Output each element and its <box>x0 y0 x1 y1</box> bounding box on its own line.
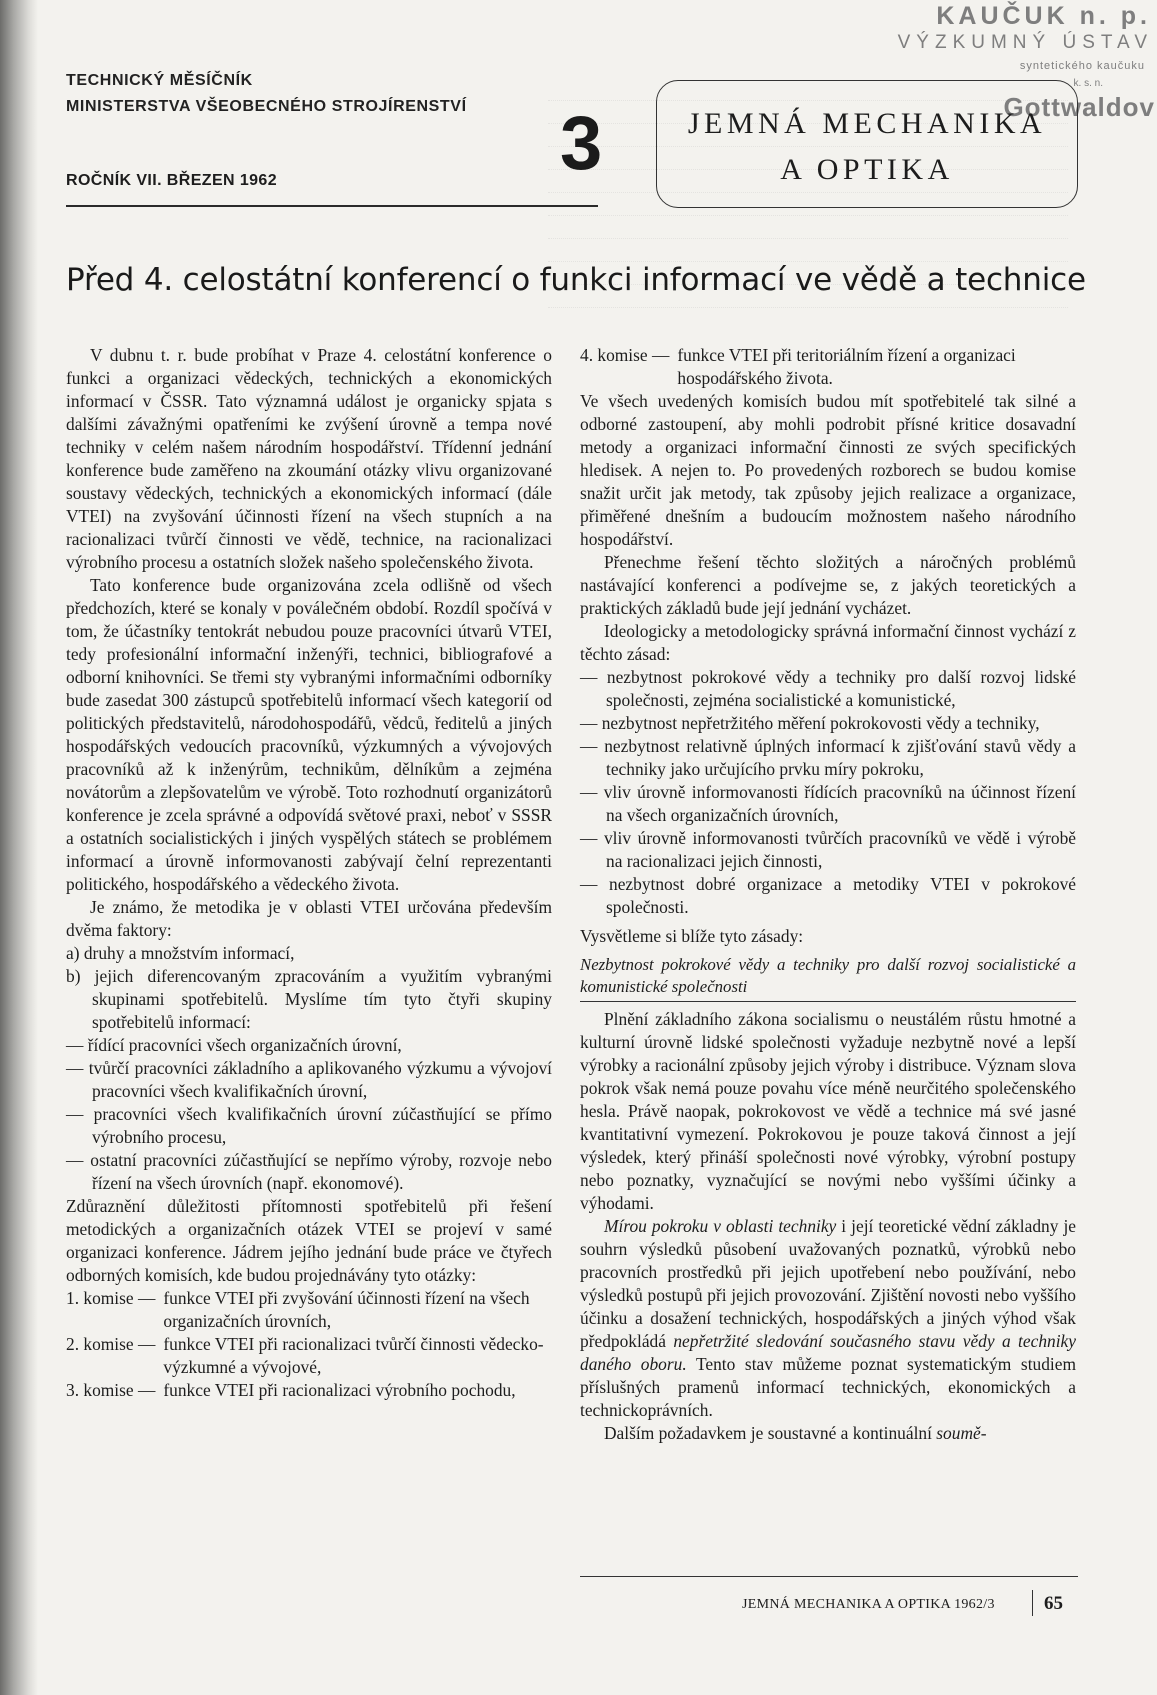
principle-item: — nezbytnost nepřetržitého měření pokrokovosti vědy a techniky, <box>580 713 1040 733</box>
commission-text: funkce VTEI při teritoriálním řízení a organizaci hospodářského života. <box>677 345 1016 388</box>
commission-item <box>66 1333 552 1379</box>
right-paragraph-6 <box>580 1215 1076 1422</box>
running-footer: JEMNÁ MECHANIKA A OPTIKA 1962/3 <box>742 1597 995 1612</box>
left-column <box>66 344 552 1402</box>
principle-item: — vliv úrovně informovanosti řídících pracovníků na účinnost řízení na všech organizačních úrovních, <box>580 782 1076 825</box>
right-paragraph-3: Ideologicky a metodologicky správná informační činnost vychází z těchto zásad: <box>580 621 1076 664</box>
emphasis-continuous-monitoring: nepřetržité sledování současného stavu vědy a techniky daného oboru. <box>580 1331 1076 1374</box>
principle-item: — nezbytnost dobré organizace a metodiky VTEI v pokrokové společnosti. <box>580 874 1076 917</box>
factor-b: b) jejich diferencovaným zpracováním a využitím vybranými skupinami spotřebitelů. Myslíme tím tyto čtyři skupiny spotřebitelů informací: <box>66 966 552 1032</box>
right-paragraph-5: Plnění základního zákona socialismu o neustálém růstu hmotné a kulturní úrovně lidské společnosti vyžaduje nezbytně nové a lepší výrobky a racionální způsoby jejich výroby i distribuce. Význam slova pokrok však nemá pouze povahu více méně neurčitého společenského hesla. Právě naopak, pokrokovost ve vědě a technice má své jasné kvantitativní vymezení. Pokrokovou je pouze taková činnost a její výsledek, který přináší společnosti nové výrobky, výrobní postupy nebo poznatky, vyznačující se novými nebo vyššími účinky a výhodami. <box>580 1009 1076 1213</box>
commission-text: funkce VTEI při racionalizaci tvůrčí činnosti vědecko-výzkumné a vývojové, <box>163 1334 544 1377</box>
paragraph-7-italic: soumě- <box>936 1423 987 1443</box>
stamp-line-3: syntetického kaučuku <box>1019 60 1145 72</box>
commission-item <box>66 1379 552 1402</box>
journal-title-box <box>656 80 1078 208</box>
footer-separator <box>1032 1590 1033 1616</box>
commission-label: 4. komise — <box>580 345 670 365</box>
stamp-line-4: k. s. n. <box>1073 78 1103 89</box>
right-paragraph-4: Vysvětleme si blíže tyto zásady: <box>580 926 804 946</box>
paragraph-7-start: Dalším požadavkem je soustavné a kontinuální <box>604 1423 937 1443</box>
journal-title-line-2: A OPTIKA <box>780 153 954 186</box>
left-paragraph-3: Je známo, že metodika je v oblasti VTEI určována především dvěma faktory: <box>66 897 552 940</box>
masthead-line-2: MINISTERSTVA VŠEOBECNÉHO STROJÍRENSTVÍ <box>66 98 467 115</box>
commission-label: 3. komise — <box>66 1380 156 1400</box>
page-number: 65 <box>1044 1593 1063 1614</box>
left-paragraph-1: V dubnu t. r. bude probíhat v Praze 4. celostátní konference o funkci a organizaci vědeckých, technických a ekonomických informací v ČSSR. Tato významná událost je organicky spjata s dalšími závažnými opatřeními ke zvýšení úrovně a tempa nové techniky v celém našem národním hospodářství. Třídenní jednání konference bude zaměřeno na zkoumání otázky vlivu organizované soustavy vědeckých, technických a ekonomických informací (dále VTEI) na zvyšování účinnosti řízení na všech stupních a na racionalizaci tvůrčí činnosti ve vědě, technice, na racionalizaci výrobního procesu a ostatních složek našeho společenského života. <box>66 345 552 572</box>
paragraph-6-end: Tento stav můžeme poznat systematickým studiem příslušných pramenů informací technických, ekonomických a technickoprávních. <box>580 1354 1076 1420</box>
issue-number: 3 <box>560 101 603 186</box>
masthead-rule <box>66 205 598 207</box>
consumer-group-item: — pracovníci všech kvalifikačních úrovní zúčastňující se přímo výrobního procesu, <box>66 1104 552 1147</box>
left-paragraph-4: Zdůraznění důležitosti přítomnosti spotřebitelů při řešení metodických a organizačních otázek VTEI se projeví v samé organizaci konference. Jádrem jejího jednání bude práce ve čtyřech odborných komisích, kde budou projednávány tyto otázky: <box>66 1196 552 1285</box>
paragraph-6-middle: i její teoretické vědní základny je souhrn výsledků působení uvažovaných poznatků, výrobků nebo pracovních prostředků při jejich upotřebení nebo používání, nebo výsledků postupů při jejich provozování. Zjištění novosti nebo vyššího účinku a dosažení technických, hospodářských a jiných výhod však předpokládá <box>580 1216 1076 1351</box>
stamp-line-5: Gottwaldov <box>1003 92 1155 122</box>
right-paragraph-1: Ve všech uvedených komisích budou mít spotřebitelé tak silné a odborné zastoupení, aby mohli podrobit přísné kritice dosavadní metody a organizaci informační činnosti ze svých specifických hledisek. A nejen to. Po provedených rozborech se budou komise snažit určit jak metody, tak způsoby jejich realizace a organizace, přiměřené dnešním a budoucím možnostem našeho národního hospodářství. <box>580 391 1076 549</box>
left-paragraph-2: Tato konference bude organizována zcela odlišně od všech předchozích, které se konaly v poválečném období. Rozdíl spočívá v tom, že účastníky tentokrát nebudou pouze pracovníci útvarů VTEI, tedy profesionální informační inženýři, technici, bibliografové a odborní knihovníci. Se třemi sty vybranými informačními odborníky bude zasedat 300 zástupců spotřebitelů informací všech kategorií od politických představitelů, národohospodářů, vědců, ředitelů a jiných hospodářských vedoucích pracovníků, výzkumných a vývojových pracovníků až k inženýrům, technikům, dělníkům a zejména novátorům a zlepšovatelům ve výrobě. Toto rozhodnutí organizátorů konference je zcela správné a odpovídá světové praxi, neboť v SSSR a ostatních socialistických i jiných vyspělých státech se problémem informací a úrovně informovanosti zabývají čelní reprezentanti politického, hospodářského a vědeckého života. <box>66 575 552 894</box>
stamp-line-2: VÝZKUMNÝ ÚSTAV <box>897 32 1153 53</box>
consumer-group-item: — řídící pracovníci všech organizačních úrovní, <box>66 1035 402 1055</box>
consumer-group-item: — tvůrčí pracovníci základního a aplikovaného výzkumu a vývojoví pracovníci všech kvalifikačních úrovní, <box>66 1058 552 1101</box>
right-paragraph-2: Přenechme řešení těchto složitých a náročných problémů nastávající konferenci a podívejme se, z jakých teoretických a praktických základů bude její jednání vycházet. <box>580 552 1076 618</box>
footer-rule <box>580 1576 1078 1577</box>
right-paragraph-7 <box>580 1422 1076 1445</box>
commission-item <box>66 1287 552 1333</box>
factor-a: a) druhy a množstvím informací, <box>66 943 295 963</box>
right-column <box>580 344 1076 1445</box>
principle-item: — vliv úrovně informovanosti tvůrčích pracovníků ve vědě i výrobě na racionalizaci jejich činnosti, <box>580 828 1076 871</box>
section-subheading: Nezbytnost pokrokové vědy a techniky pro další rozvoj socialistické a komunistické společnosti <box>580 954 1076 1002</box>
binding-shadow <box>0 0 38 1695</box>
commission-item <box>580 344 1076 390</box>
principle-item: — nezbytnost relativně úplných informací k zjišťování stavů vědy a techniky jako určujícího prvku míry pokroku, <box>580 736 1076 779</box>
masthead-publisher <box>66 68 467 120</box>
commission-label: 2. komise — <box>66 1334 156 1354</box>
emphasis-measure-of-progress: Mírou pokroku v oblasti techniky <box>604 1216 837 1236</box>
principle-item: — nezbytnost pokrokové vědy a techniky pro další rozvoj lidské společnosti, zejména socialistické a komunistické, <box>580 667 1076 710</box>
commission-text: funkce VTEI při racionalizaci výrobního pochodu, <box>163 1380 516 1400</box>
consumer-group-item: — ostatní pracovníci zúčastňující se nepřímo výroby, rozvoje nebo řízení na všech úrovních (např. ekonomové). <box>66 1150 552 1193</box>
masthead-volume: ROČNÍK VII. BŘEZEN 1962 <box>66 172 278 189</box>
commission-label: 1. komise — <box>66 1288 156 1308</box>
stamp-line-1: KAUČUK n. p. <box>936 2 1151 30</box>
article-headline: Před 4. celostátní konferencí o funkci informací ve vědě a technice <box>66 262 1086 298</box>
journal-title-line-1: JEMNÁ MECHANIKA <box>687 107 1047 140</box>
commission-text: funkce VTEI při zvyšování účinnosti řízení na všech organizačních úrovních, <box>163 1288 530 1331</box>
masthead-line-1: TECHNICKÝ MĚSÍČNÍK <box>66 72 253 89</box>
